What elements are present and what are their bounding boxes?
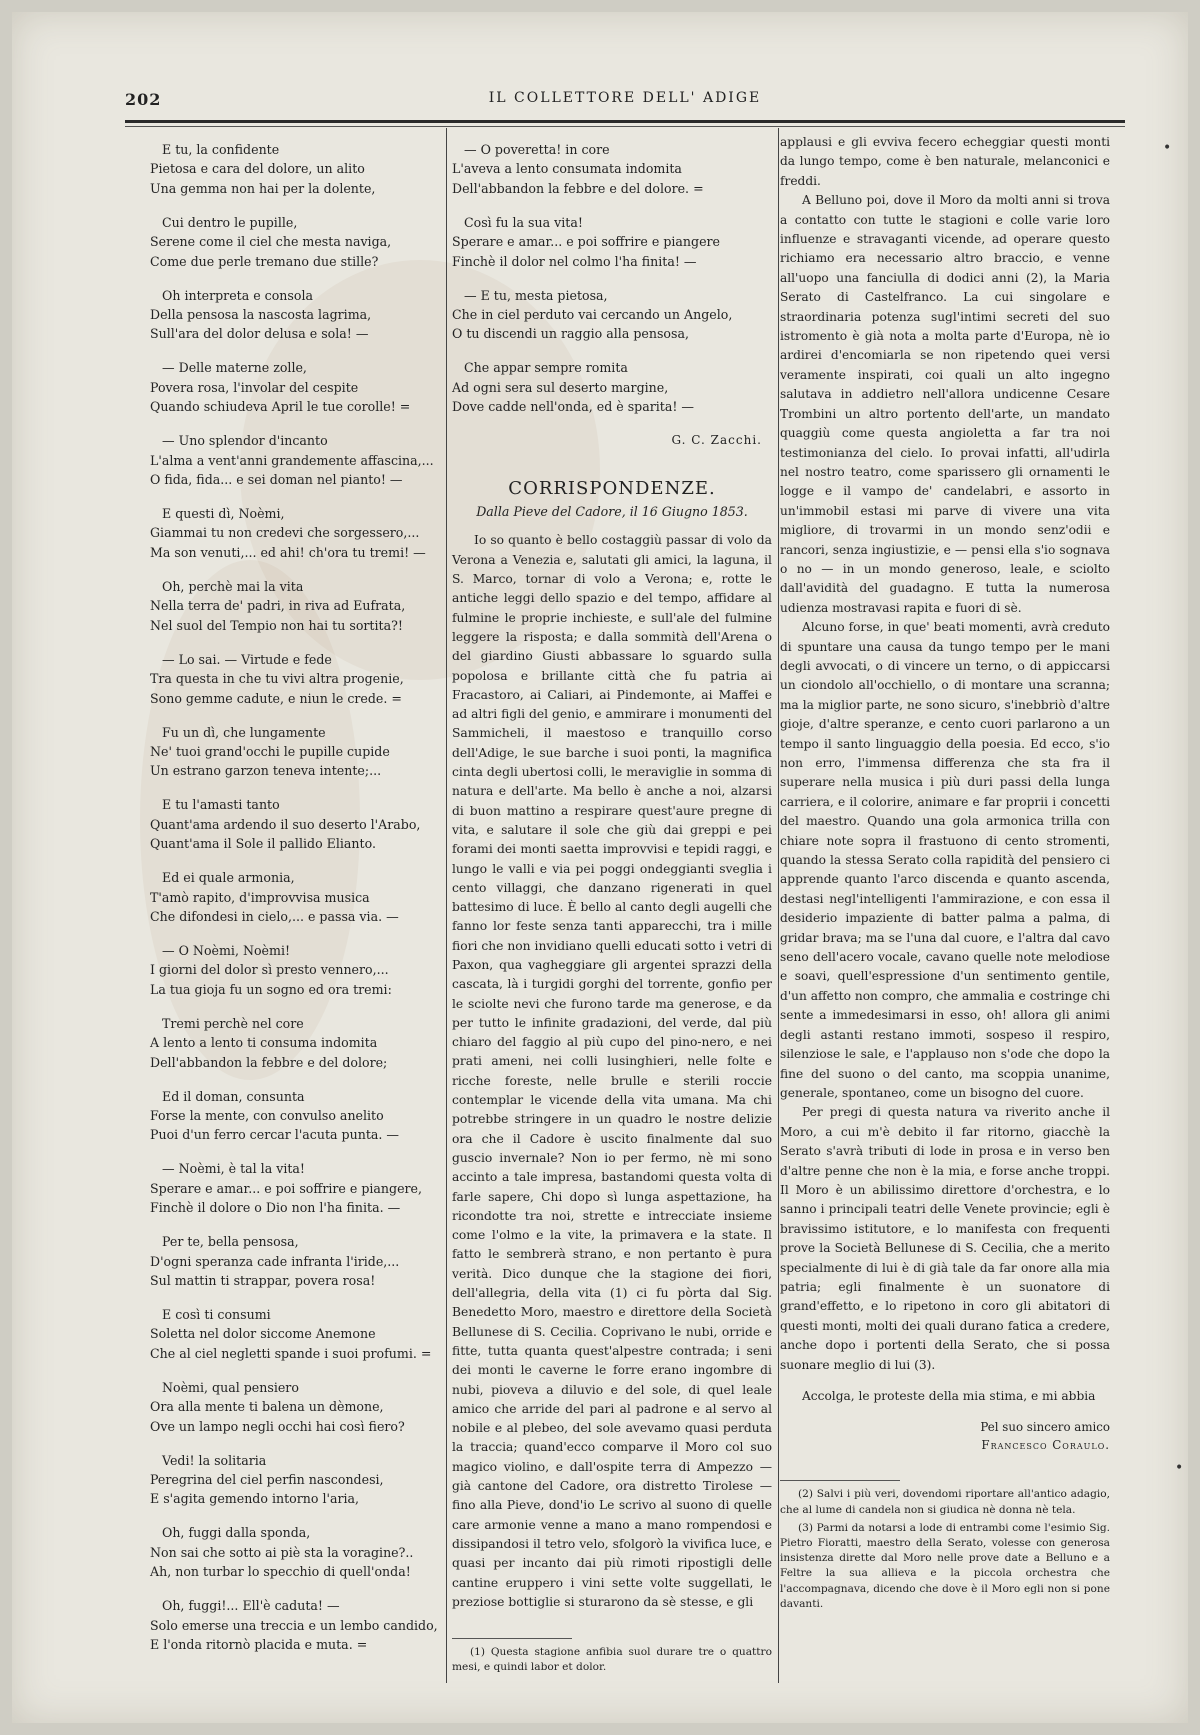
poem-signature: G. C. Zacchi. xyxy=(671,433,762,448)
poem-line: Dell'abbandon la febbre e del dolore. = xyxy=(452,180,704,196)
poem-line: Che difondesi in cielo,... e passa via. — xyxy=(150,908,399,924)
poem-line: — O Noèmi, Noèmi! xyxy=(162,942,291,958)
poem-line: Che in ciel perduto vai cercando un Angelo, xyxy=(452,307,733,323)
poem-line: Ora alla mente ti balena un dèmone, xyxy=(150,1399,384,1415)
poem-line: Una gemma non hai per la dolente, xyxy=(150,180,376,196)
poem-stanza xyxy=(150,1087,450,1145)
poem-line: Nella terra de' padri, in riva ad Eufrata, xyxy=(150,598,406,614)
poem-line: Ne' tuoi grand'occhi le pupille cupide xyxy=(150,743,390,759)
margin-mark: • xyxy=(1163,140,1172,156)
poem-line: La tua gioja fu un sogno ed ora tremi: xyxy=(150,981,392,997)
column-divider xyxy=(778,128,779,1683)
poem-line: Noèmi, qual pensiero xyxy=(162,1379,299,1395)
signoff-line: Pel suo sincero amico xyxy=(980,1420,1110,1435)
article-paragraph: Per pregi di questa natura va riverito anche il Moro, a cui m'è debito il far ritorno, giacchè la Serato s'avrà tributi di lode in prosa e in verso ben d'altre penne che non è la mia, e forse anche troppi. Il Moro è un abilissimo direttore d'orchestra, e lo sanno i principali teatri delle Venete provincie; egli è bravissimo istitutore, e lo manifesta con frequenti prove la Società Bellunese di S. Cecilia, che a merito specialmente di lui è di già tale da far onore alla mia patria; egli finalmente è un suonatore di grand'effetto, e lo ripetono in coro gli abitatori di questi monti, molti dei quali durano fatica a credere, anche dopo i portenti della Serato, che si possa suonare meglio di lui (3). xyxy=(780,1105,1110,1372)
poem-stanza xyxy=(452,286,772,344)
poem-line: E s'agita gemendo intorno l'aria, xyxy=(150,1491,360,1507)
poem-line: Sono gemme cadute, e niun le crede. = xyxy=(150,690,402,706)
right-column xyxy=(780,133,1110,1615)
poem-line: Ah, non turbar lo specchio di quell'onda! xyxy=(150,1564,411,1580)
poem-line: Per te, bella pensosa, xyxy=(162,1234,299,1250)
footnote-rule xyxy=(452,1638,572,1639)
poem-stanza xyxy=(150,1305,450,1363)
journal-title: IL COLLETTORE DELL' ADIGE xyxy=(488,90,762,106)
poem-stanza xyxy=(150,286,450,344)
poem-line: E tu l'amasti tanto xyxy=(162,797,280,813)
article-paragraph: Alcuno forse, in que' beati momenti, avrà creduto di spuntare una causa da tungo tempo per le mani degli avvocati, o di vincere un terno, o di appiccarsi un ciondolo all'occhiello, o di montare una scranna; ma la miglior parte, ne sono sicuro, s'inebbriò d'altre gioje, d'altre speranze, e cento cuori parlarono a un tempo il santo linguaggio della poesia. Ed ecco, s'io non erro, l'immensa differenza che sta fra il superare nella musica i più duri passi della lunga carriera, e il colorire, animare e far proprii i concetti del maestro. Quando una gola armonica trilla con chiare note sopra il frastuono di cento stromenti, quando la stessa Serato colla rapidità del pensiero ci apprende quanto l'arco discenda e quanto ascenda, destasi negl'intelligenti l'ammirazione, e con essa il desiderio impaziente di batter palma a palma, di gridar brava; ma se l'una dal cuore, e l'altra dal cavo seno dell'acero vocale, cavano quelle note melodiose e soavi, quell'espressione d'un sentimento gentile, d'un affetto non compro, che ammalia e costringe chi sente a immedesimarsi in esso, oh! allora gli animi degli astanti restano immoti, sospeso il respiro, silenziose le sale, e l'applauso non s'ode che dopo la fine del suono o del canto, ma scoppia unanime, generale, spontaneo, come un bisogno del cuore. xyxy=(780,620,1110,1100)
poem-line: Nel suol del Tempio non hai tu sortita?! xyxy=(150,617,403,633)
poem-continuation xyxy=(452,140,772,417)
poem-line: Oh interpreta e consola xyxy=(162,287,314,303)
poem-line: Ed ei quale armonia, xyxy=(162,870,295,886)
poem-line: Oh, perchè mai la vita xyxy=(162,578,304,594)
poem-line: Ove un lampo negli occhi hai così fiero? xyxy=(150,1418,405,1434)
poem-line: Un estrano garzon teneva intente;... xyxy=(150,763,382,779)
poem-line: Tremi perchè nel core xyxy=(162,1015,304,1031)
poem-line: Come due perle tremano due stille? xyxy=(150,253,379,269)
poem-stanza xyxy=(150,1451,450,1509)
footnote: (3) Parmi da notarsi a lode di entrambi come l'esimio Sig. Pietro Fioratti, maestro della Serato, volesse con generosa insistenza dirette dal Moro nelle prove date a Belluno e a Feltre la sua allieva e la piccola orchestra che l'accompagnava, dicendo che dove è il Moro egli non si pone davanti. xyxy=(780,1521,1110,1610)
poem-line: A lento a lento ti consuma indomita xyxy=(150,1035,378,1051)
poem-line: Finchè il dolor nel colmo l'ha finita! — xyxy=(452,253,697,269)
poem-line: Oh, fuggi dalla sponda, xyxy=(162,1525,311,1541)
poem-stanza xyxy=(150,1014,450,1072)
poem-line: Sperare e amar... e poi soffrire e piangere, xyxy=(150,1180,423,1196)
poem-line: Quant'ama ardendo il suo deserto l'Arabo, xyxy=(150,816,421,832)
signoff xyxy=(780,1418,1110,1454)
poem-line: E così ti consumi xyxy=(162,1307,271,1322)
poem-line: Sull'ara del dolor delusa e sola! — xyxy=(150,326,369,342)
article-paragraph: Accolga, le proteste della mia stima, e mi abbia xyxy=(802,1389,1096,1403)
dateline: Dalla Pieve del Cadore, il 16 Giugno 1853. xyxy=(476,504,748,520)
article-paragraph: applausi e gli evviva fecero echeggiar questi monti da lungo tempo, come è ben naturale, melanconici e freddi. xyxy=(780,135,1110,188)
poem-line: Fu un dì, che lungamente xyxy=(162,724,326,740)
poem-line: E questi dì, Noèmi, xyxy=(162,506,285,522)
poem-line: Dove cadde nell'onda, ed è sparita! — xyxy=(452,399,695,415)
poem-line: Pietosa e cara del dolore, un alito xyxy=(150,161,365,177)
poem-line: Peregrina del ciel perfin nascondesi, xyxy=(150,1472,384,1488)
poem-line: Tra questa in che tu vivi altra progenie, xyxy=(150,671,404,687)
poem-line: Puoi d'un ferro cercar l'acuta punta. — xyxy=(150,1127,399,1143)
poem-line: O fida, fida... e sei doman nel pianto! — xyxy=(150,472,403,488)
poem-stanza xyxy=(452,213,772,271)
poem-stanza xyxy=(452,358,772,416)
footnote: (2) Salvi i più veri, dovendomi riportare all'antico adagio, che al lume di candela non si giudica nè donna nè tela. xyxy=(780,1488,1110,1516)
poem-stanza xyxy=(150,650,450,708)
poem-line: Quant'ama il Sole il pallido Elianto. xyxy=(150,836,376,852)
footnote-rule xyxy=(780,1480,900,1481)
page-number: 202 xyxy=(125,90,162,109)
poem-stanza xyxy=(150,431,450,489)
poem-stanza xyxy=(150,358,450,416)
poem-line: Vedi! la solitaria xyxy=(162,1452,267,1468)
poem-line: I giorni del dolor sì presto vennero,... xyxy=(150,962,389,978)
poem-stanza xyxy=(150,795,450,853)
author-name: Francesco Coraulo. xyxy=(981,1438,1110,1453)
poem-line: Ma son venuti,... ed ahi! ch'ora tu tremi! — xyxy=(150,544,426,560)
poem-stanza xyxy=(150,1378,450,1436)
poem-stanza xyxy=(150,1596,450,1654)
poem-line: L'alma a vent'anni grandemente affascina,... xyxy=(150,452,434,468)
poem-line: Ad ogni sera sul deserto margine, xyxy=(452,379,669,395)
poem-stanza xyxy=(150,504,450,562)
poem-stanza xyxy=(150,577,450,635)
article-paragraph: A Belluno poi, dove il Moro da molti anni si trova a contatto con tutte le stagioni e colle varie loro influenze e stravaganti vicende, ad operare questo richiamo era necessario altro braccio, e venne all'uopo una fanciulla di dodici anni (2), la Maria Serato di Castelfranco. La cui singolare e straordinaria potenza sugl'intimi secreti del suo istromento è già nota a molta parte d'Europa, nè io ardirei d'encomiarla se non ripetendo quei versi veramente inspirati, coi quali un alto ingegno salutava in addietro nell'allora undicenne Cesare Trombini un altro portento dell'arte, un mandato quaggiù come questa angioletta a far tra noi testimonianza del cielo. Io provai infatti, all'udirla nel nostro teatro, come sparissero gli ornamenti le logge e il vampo de' candelabri, e assorto in un'immobil estasi mi parve di vivere una vita migliore, di trovarmi in un mondo senz'odii e rancori, senza ingiustizie, e — pensi ella s'io sognava o no — in un mondo generoso, leale, e sciolto dall'avidità del guadagno. E tutta la numerosa udienza mostravasi rapita e fuori di sè. xyxy=(780,193,1110,615)
section-title: CORRISPONDENZE. xyxy=(508,477,716,499)
poem-line: Solo emerse una treccia e un lembo candido, xyxy=(150,1617,438,1633)
middle-column xyxy=(452,140,772,1679)
poem-stanza xyxy=(452,140,772,198)
poem-line: D'ogni speranza cade infranta l'iride,... xyxy=(150,1253,400,1269)
poem-line: Forse la mente, con convulso anelito xyxy=(150,1107,384,1123)
poem-line: Non sai che sotto ai piè sta la voragine?.. xyxy=(150,1544,414,1560)
poem-line: Ed il doman, consunta xyxy=(162,1088,305,1104)
footnote: (1) Questa stagione anfibia suol durare tre o quattro mesi, e quindi labor et dolor. xyxy=(452,1646,772,1674)
margin-mark: • xyxy=(1175,1460,1184,1476)
poem-line: O tu discendi un raggio alla pensosa, xyxy=(452,326,689,342)
poem-stanza xyxy=(150,1232,450,1290)
poem-stanza xyxy=(150,723,450,781)
poem-stanza xyxy=(150,1523,450,1581)
poem-line: — E tu, mesta pietosa, xyxy=(464,287,608,303)
poem-line: Soletta nel dolor siccome Anemone xyxy=(150,1326,376,1342)
poem-line: Oh, fuggi!... Ell'è caduta! — xyxy=(162,1598,340,1614)
poem-stanza xyxy=(150,140,450,198)
poem-line: E tu, la confidente xyxy=(162,142,280,157)
poem-stanza xyxy=(150,1159,450,1217)
poem-line: Dell'abbandon la febbre e del dolore; xyxy=(150,1054,388,1070)
poem-line: Quando schiudeva April le tue corolle! = xyxy=(150,399,411,415)
poem-line: T'amò rapito, d'improvvisa musica xyxy=(150,889,370,905)
poem-line: Povera rosa, l'involar del cespite xyxy=(150,379,359,395)
poem-line: Sperare e amar... e poi soffrire e piangere xyxy=(452,234,721,250)
poem-line: — O poveretta! in core xyxy=(464,142,610,157)
poem-line: — Uno splendor d'incanto xyxy=(162,433,328,449)
poem-line: Che appar sempre romita xyxy=(464,360,628,376)
poem-line: Così fu la sua vita! xyxy=(464,214,583,230)
header-rule-thin xyxy=(125,126,1125,127)
poem-line: — Delle materne zolle, xyxy=(162,360,307,376)
poem-line: — Noèmi, è tal la vita! xyxy=(162,1161,305,1177)
poem-column xyxy=(150,140,450,1669)
poem-line: Della pensosa la nascosta lagrima, xyxy=(150,307,372,323)
poem-line: Sul mattin ti strappar, povera rosa! xyxy=(150,1273,376,1288)
article-paragraph: Io so quanto è bello costaggiù passar di volo da Verona a Venezia e, salutati gli amici, la laguna, il S. Marco, tornar di volo a Verona; e, rotte le antiche leggi dello spazio e del tempo, affidare al fulmine le proprie inchieste, e sull'ale del fulmine leggere la risposta; e dalla sommità dell'Arena o del giardino Giusti abbassare lo sguardo sulla popolosa e brillante città che fu patria ai Fracastoro, ai Caliari, ai Pindemonte, ai Maffei e ad altri figli del genio, e ammirare i monumenti del Sammicheli, il maestoso e tranquillo corso dell'Adige, le sue barche i suoi ponti, la magnifica cinta degli ubertosi colli, le meraviglie in somma di natura e dell'arte. Ma bello è anche a noi, alzarsi di buon mattino a respirare quest'aure pregne di vita, e salutare il sole che giù dai greppi e pei forami dei monti saetta improvvisi e tepidi raggi, e lungo le valli e via pei poggi ondeggianti sveglia i cento villaggi, che danzano rigenerati in quel battesimo di luce. È bello al canto degli augelli che fanno lor feste senza tanti apparecchi, tra i mille fiori che non invidiano quelli educati sotto i vetri di Paxon, qua vagheggiare gli argentei sprazzi della cascata, là i turgidi gorghi del torrente, gonfio per le sciolte nevi che furono tarde ma generose, e da per tutto le infinite gradazioni, del verde, dal più chiaro del faggio al più cupo del pino-nero, e nei prati ameni, nei colli lusinghieri, nelle folte e ricche foreste, nelle brulle e sterili roccie contemplar le vicende della vita umana. Ma chi potrebbe stringere in un quadro le nostre delizie ora che il Cadore è uscito finalmente dal suo guscio invernale? Non io per fermo, nè mi sono accinto a tale impresa, bastandomi questa volta di farle sapere, Chi dopo sì lunga aspettazione, ha ricondotte tra noi, strette e intrecciate insieme come l'olmo e la vite, la primavera e la state. Il fatto le sembrerà strano, e non pertanto è pura verità. Dico dunque che la stagione dei fiori, dell'allegria, della vita (1) ci fu pòrta dal Sig. Benedetto Moro, maestro e direttore della Società Bellunese di S. Cecilia. Coprivano le nubi, orride e fitte, tutta quanta quest'alpestre contrada; i seni dei monti le caverne le forre erano ingombre di nubi, pioveva a diluvio e del sole, di quel leale amico che arride del pari al padrone e al servo al nobile e al plebeo, del sole avevamo quasi perduta la traccia; quand'ecco comparve il Moro col suo magico violino, e dall'ospite terra di Ampezzo — già cantone del Cadore, ora distretto Tirolese — fino alla Pieve, dond'io Le scrivo al suono di quelle care armonie venne a mano a mano rompendosi e dissipandosi il tetro velo, sfolgorò la vivifica luce, e quasi per incanto dai più rimoti ripostigli delle cantine eruppero i vini sette volte suggellati, le preziose bottiglie si sturarono da sè stesse, e gli xyxy=(452,533,772,1609)
poem-line: Che al ciel negletti spande i suoi profumi. = xyxy=(150,1345,432,1361)
poem-line: — Lo sai. — Virtude e fede xyxy=(162,651,332,667)
poem-line: L'aveva a lento consumata indomita xyxy=(452,161,682,177)
poem-line: Serene come il ciel che mesta naviga, xyxy=(150,234,392,250)
poem-line: Cui dentro le pupille, xyxy=(162,214,298,230)
poem-line: Giammai tu non credevi che sorgessero,... xyxy=(150,525,420,541)
poem-stanza xyxy=(150,213,450,271)
poem-stanza xyxy=(150,868,450,926)
poem-stanza xyxy=(150,941,450,999)
poem-line: Finchè il dolore o Dio non l'ha finita. — xyxy=(150,1200,401,1216)
poem-line: E l'onda ritornò placida e muta. = xyxy=(150,1637,368,1653)
header-rule xyxy=(125,120,1125,123)
page-header xyxy=(125,90,1125,112)
